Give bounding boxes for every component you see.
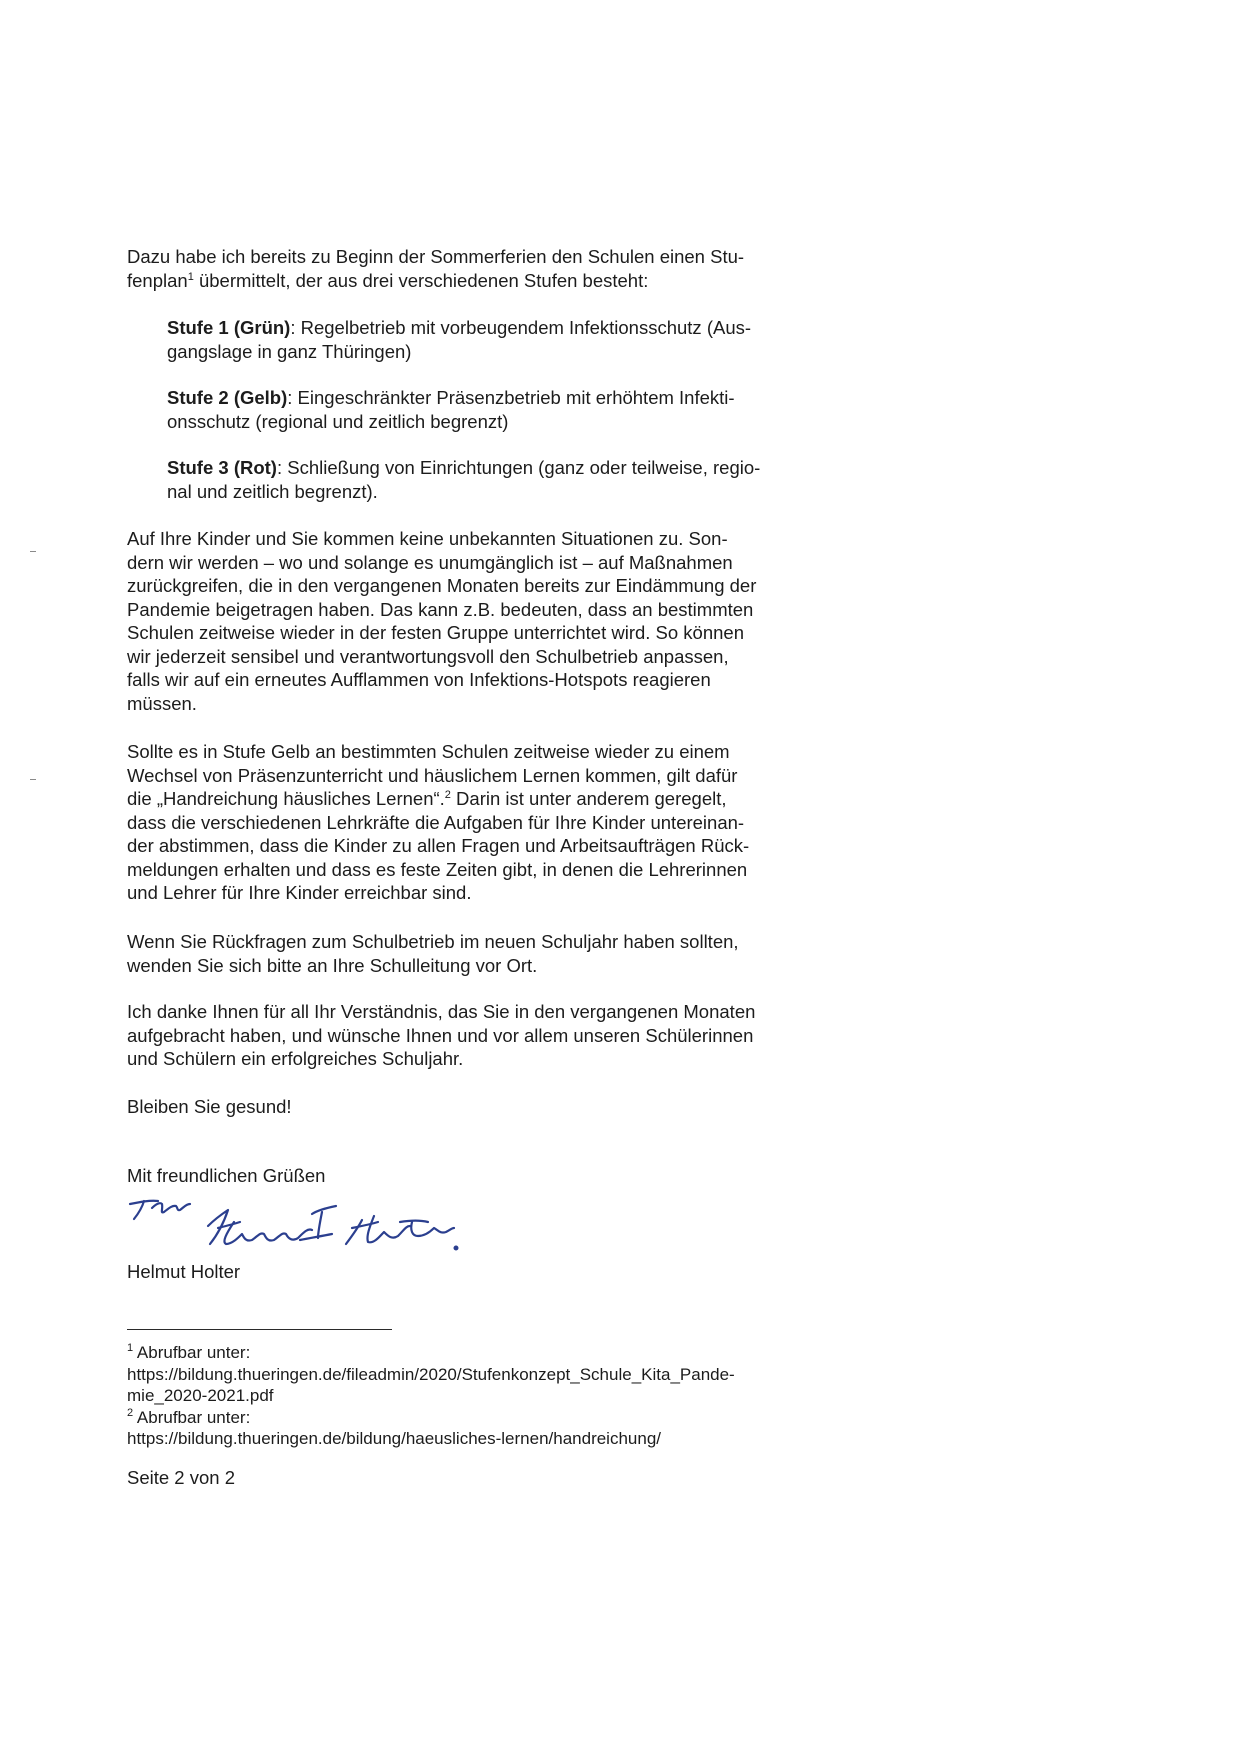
stufe-3-text-line-1: : Schließung von Einrichtungen (ganz oder teilweise, regio- [276, 457, 761, 478]
handwritten-signature [122, 1192, 462, 1262]
paragraph-situations [127, 527, 847, 715]
paragraph-line: der abstimmen, dass die Kinder zu allen Fragen und Arbeitsaufträgen Rück- [127, 835, 750, 856]
stufe-3-text-line-2: nal und zeitlich begrenzt). [167, 480, 378, 502]
stufe-3-item [167, 456, 847, 503]
margin-fold-mark [30, 551, 36, 552]
stufe-2-item [167, 386, 847, 433]
paragraph-questions [127, 930, 847, 977]
paragraph-line: Schulen zeitweise wieder in der festen Gruppe unterrichtet wird. So können [127, 622, 745, 643]
paragraph-line: falls wir auf ein erneutes Aufflammen von Infektions-Hotspots reagieren [127, 669, 711, 690]
footnote-reference-1: 1 [187, 270, 194, 283]
footnote-2-label: Abrufbar unter: [133, 1407, 251, 1427]
paragraph-line: wenden Sie sich bitte an Ihre Schulleitung vor Ort. [127, 954, 538, 976]
footnote-1-url-line-1[interactable]: https://bildung.thueringen.de/fileadmin/2020/Stufenkonzept_Schule_Kita_Pande- [127, 1364, 735, 1384]
stufe-2-label: Stufe 2 (Gelb) [167, 387, 288, 408]
paragraph-line: Wenn Sie Rückfragen zum Schulbetrieb im neuen Schuljahr haben sollten, [127, 931, 739, 952]
paragraph-line: Auf Ihre Kinder und Sie kommen keine unbekannten Situationen zu. Son- [127, 528, 728, 549]
paragraph-line: Wechsel von Präsenzunterricht und häuslichem Lernen kommen, gilt dafür [127, 764, 738, 786]
paragraph-line: wir jederzeit sensibel und verantwortungsvoll den Schulbetrieb anpassen, [127, 645, 729, 667]
paragraph-line: zurückgreifen, die in den vergangenen Monaten bereits zur Eindämmung der [127, 575, 757, 596]
paragraph-line: und Schülern ein erfolgreiches Schuljahr. [127, 1048, 464, 1069]
paragraph-thanks [127, 1000, 847, 1071]
footnote-2-mark: 2 [127, 1406, 134, 1419]
paragraph-line: dass die verschiedenen Lehrkräfte die Aufgaben für Ihre Kinder untereinan- [127, 811, 745, 833]
stufe-2-text-line-1: : Eingeschränkter Präsenzbetrieb mit erhöhtem Infekti- [287, 387, 735, 408]
stufe-1-item [167, 316, 847, 363]
salutation: Mit freundlichen Grüßen [127, 1165, 326, 1186]
closing-wish: Bleiben Sie gesund! [127, 1096, 292, 1117]
stufe-1-label: Stufe 1 (Grün) [167, 317, 291, 338]
paragraph-line: müssen. [127, 692, 197, 714]
paragraph-line: Pandemie beigetragen haben. Das kann z.B. bedeuten, dass an bestimmten [127, 598, 754, 620]
intro-line-1: Dazu habe ich bereits zu Beginn der Sommerferien den Schulen einen Stu- [127, 246, 745, 267]
paragraph-line: meldungen erhalten und dass es feste Zeiten gibt, in denen die Lehrerinnen [127, 858, 748, 880]
paragraph-line-rest: Darin ist unter anderem geregelt, [450, 788, 727, 809]
paragraph-line: dern wir werden – wo und solange es unumgänglich ist – auf Maßnahmen [127, 551, 733, 573]
signer-name: Helmut Holter [127, 1261, 241, 1282]
paragraph-line: und Lehrer für Ihre Kinder erreichbar sind. [127, 882, 472, 903]
intro-line-2 [127, 269, 847, 293]
paragraph-line [127, 787, 847, 811]
footnote-1-header [127, 1342, 887, 1364]
footnote-1-url-line-2[interactable]: mie_2020-2021.pdf [127, 1386, 274, 1405]
intro-line-2-rest: übermittelt, der aus drei verschiedenen Stufen besteht: [198, 269, 649, 291]
handreichung-reference: die „Handreichung häusliches Lernen“. [127, 788, 445, 809]
stufe-1-text-line-2: gangslage in ganz Thüringen) [167, 340, 412, 362]
stufe-1-text-line-1: : Regelbetrieb mit vorbeugendem Infektionsschutz (Aus- [290, 317, 752, 338]
intro-line-2-prefix: fenplan [127, 269, 188, 291]
footnote-2-url[interactable]: https://bildung.thueringen.de/bildung/haeusliches-lernen/handreichung/ [127, 1429, 661, 1448]
footnote-2-header [127, 1407, 887, 1429]
stufe-3-label: Stufe 3 (Rot) [167, 457, 277, 478]
paragraph-stufe-gelb [127, 740, 847, 905]
paragraph-line: Ich danke Ihnen für all Ihr Verständnis, das Sie in den vergangenen Monaten [127, 1001, 756, 1022]
stufe-2-text-line-2: onsschutz (regional und zeitlich begrenzt) [167, 410, 509, 432]
footnote-1-mark: 1 [127, 1342, 134, 1354]
footnote-1-label: Abrufbar unter: [133, 1343, 251, 1362]
footnote-separator [127, 1329, 392, 1330]
margin-fold-mark [30, 779, 36, 780]
footnote-reference-2: 2 [444, 789, 451, 801]
paragraph-line: aufgebracht haben, und wünsche Ihnen und vor allem unseren Schülerinnen [127, 1024, 754, 1046]
paragraph-line: Sollte es in Stufe Gelb an bestimmten Schulen zeitweise wieder zu einem [127, 741, 730, 762]
footnotes [127, 1342, 887, 1450]
intro-paragraph [127, 245, 847, 292]
page-number: Seite 2 von 2 [127, 1467, 235, 1488]
